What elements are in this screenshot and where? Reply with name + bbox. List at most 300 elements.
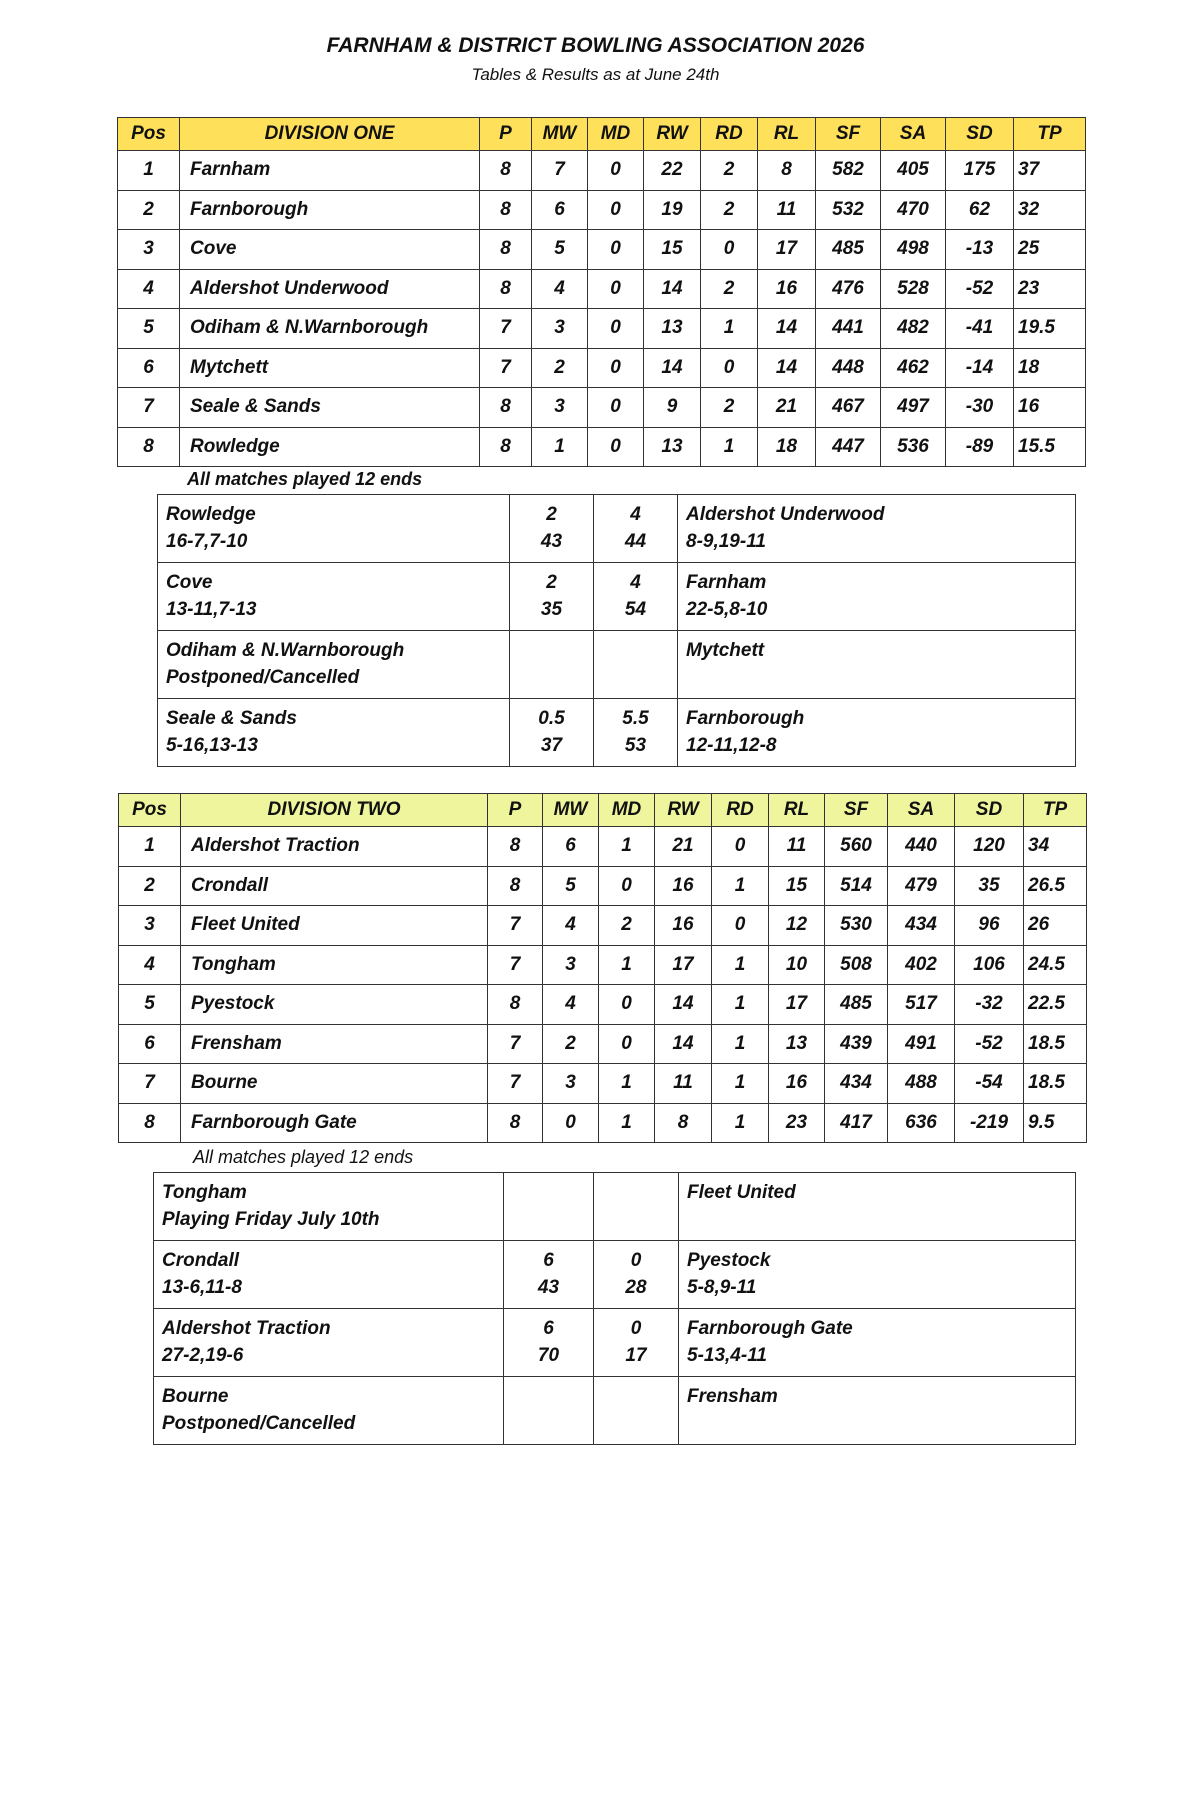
home-rink-scores: 13-11,7-13: [166, 599, 257, 620]
rinks-lost-cell: 12: [769, 906, 825, 946]
position-cell: 1: [119, 827, 181, 867]
division-two-note: All matches played 12 ends: [193, 1147, 414, 1167]
result-row: [158, 699, 1076, 767]
matches-drawn-cell: 0: [588, 348, 644, 388]
matches-won-cell: 1: [532, 427, 588, 467]
team-name-cell: Fleet United: [181, 906, 488, 946]
shots-against-cell: 482: [881, 309, 946, 349]
away-points: 5.5: [622, 708, 649, 729]
total-points-cell: 16: [1014, 388, 1086, 428]
home-points: 2: [546, 572, 557, 593]
home-team-name: Cove: [166, 572, 213, 593]
shots-against-cell: 488: [888, 1064, 955, 1104]
played-cell: 8: [488, 827, 543, 867]
home-team-name: Tongham: [162, 1182, 247, 1203]
shots-for-cell: 485: [825, 985, 888, 1025]
home-shots: 43: [537, 1277, 560, 1298]
rinks-lost-cell: 11: [758, 190, 816, 230]
col-header: P: [480, 118, 532, 151]
rinks-drawn-cell: 1: [701, 427, 758, 467]
matches-won-cell: 3: [543, 945, 599, 985]
shot-difference-cell: 96: [955, 906, 1024, 946]
home-score-cell: [504, 1377, 594, 1445]
rinks-drawn-cell: 1: [712, 1024, 769, 1064]
rinks-lost-cell: 14: [758, 309, 816, 349]
away-shots: [594, 1206, 678, 1233]
position-cell: 3: [118, 230, 180, 270]
shot-difference-cell: -89: [946, 427, 1014, 467]
position-cell: 5: [118, 309, 180, 349]
position-cell: 1: [118, 151, 180, 191]
position-cell: 6: [119, 1024, 181, 1064]
team-name-cell: Mytchett: [180, 348, 480, 388]
matches-won-cell: 3: [532, 388, 588, 428]
rinks-lost-cell: 10: [769, 945, 825, 985]
total-points-cell: 19.5: [1014, 309, 1086, 349]
away-points: [594, 1383, 678, 1410]
total-points-cell: 18.5: [1024, 1064, 1087, 1104]
team-name-cell: Cove: [180, 230, 480, 270]
away-score-cell: [594, 1309, 679, 1377]
home-points: [504, 1383, 593, 1410]
col-header: DIVISION TWO: [181, 794, 488, 827]
rinks-lost-cell: 11: [769, 827, 825, 867]
matches-drawn-cell: 1: [599, 827, 655, 867]
shot-difference-cell: -14: [946, 348, 1014, 388]
away-team-name: Farnborough Gate: [687, 1318, 853, 1339]
col-header: SD: [946, 118, 1014, 151]
away-team-cell: [679, 1241, 1076, 1309]
matches-won-cell: 4: [543, 985, 599, 1025]
away-score-cell: [594, 1173, 679, 1241]
matches-drawn-cell: 0: [588, 230, 644, 270]
result-row: [154, 1377, 1076, 1445]
away-team-cell: [678, 495, 1076, 563]
home-team-name: Odiham & N.Warnborough: [166, 640, 405, 661]
home-team-cell: [158, 495, 510, 563]
home-rink-scores: 16-7,7-10: [166, 531, 248, 552]
team-name-cell: Pyestock: [181, 985, 488, 1025]
col-header: TP: [1024, 794, 1087, 827]
shots-for-cell: 476: [816, 269, 881, 309]
home-points: 2: [546, 504, 557, 525]
played-cell: 8: [488, 985, 543, 1025]
rinks-drawn-cell: 2: [701, 151, 758, 191]
shots-for-cell: 447: [816, 427, 881, 467]
matches-drawn-cell: 0: [599, 866, 655, 906]
division-one-results: [157, 494, 1076, 767]
home-points: 6: [543, 1250, 554, 1271]
shots-against-cell: 405: [881, 151, 946, 191]
division-two-results: [153, 1172, 1076, 1445]
position-cell: 7: [118, 388, 180, 428]
played-cell: 7: [480, 309, 532, 349]
home-team-name: Bourne: [162, 1386, 229, 1407]
table-row: [118, 348, 1086, 388]
total-points-cell: 37: [1014, 151, 1086, 191]
away-rink-scores: 8-9,19-11: [686, 531, 766, 552]
rinks-won-cell: 9: [644, 388, 701, 428]
matches-drawn-cell: 0: [588, 151, 644, 191]
matches-drawn-cell: 0: [588, 309, 644, 349]
home-shots: 43: [540, 531, 563, 552]
played-cell: 8: [488, 1103, 543, 1143]
away-team-cell: [678, 631, 1076, 699]
rinks-drawn-cell: 0: [701, 348, 758, 388]
away-points: 0: [630, 1318, 642, 1339]
away-rink-scores: 5-13,4-11: [687, 1345, 767, 1366]
rinks-won-cell: 19: [644, 190, 701, 230]
home-score-cell: [510, 699, 594, 767]
rinks-won-cell: 13: [644, 427, 701, 467]
played-cell: 8: [480, 427, 532, 467]
away-team-cell: [679, 1309, 1076, 1377]
home-team-cell: [154, 1309, 504, 1377]
home-shots: 70: [537, 1345, 560, 1366]
col-header: SF: [816, 118, 881, 151]
home-team-name: Rowledge: [166, 504, 256, 525]
table-row: [119, 1064, 1087, 1104]
played-cell: 8: [480, 230, 532, 270]
shots-against-cell: 470: [881, 190, 946, 230]
away-team-name: Farnborough: [686, 708, 805, 729]
rinks-won-cell: 14: [655, 985, 712, 1025]
col-header: RD: [701, 118, 758, 151]
matches-won-cell: 2: [543, 1024, 599, 1064]
shots-against-cell: 536: [881, 427, 946, 467]
rinks-drawn-cell: 1: [712, 1103, 769, 1143]
shot-difference-cell: -13: [946, 230, 1014, 270]
shots-for-cell: 439: [825, 1024, 888, 1064]
table-row: [118, 309, 1086, 349]
matches-drawn-cell: 0: [588, 190, 644, 230]
played-cell: 8: [480, 190, 532, 230]
rinks-drawn-cell: 1: [712, 945, 769, 985]
position-cell: 6: [118, 348, 180, 388]
home-rink-scores: 5-16,13-13: [166, 735, 258, 756]
rinks-drawn-cell: 2: [701, 388, 758, 428]
col-header: TP: [1014, 118, 1086, 151]
table-row: [118, 269, 1086, 309]
played-cell: 7: [480, 348, 532, 388]
away-team-name: Mytchett: [686, 640, 765, 661]
rinks-drawn-cell: 2: [701, 190, 758, 230]
away-points: 4: [630, 504, 641, 525]
home-team-cell: [158, 699, 510, 767]
rinks-drawn-cell: 1: [712, 985, 769, 1025]
col-header: MD: [588, 118, 644, 151]
home-team-cell: [154, 1377, 504, 1445]
shots-against-cell: 498: [881, 230, 946, 270]
played-cell: 8: [480, 388, 532, 428]
shots-for-cell: 417: [825, 1103, 888, 1143]
shots-against-cell: 402: [888, 945, 955, 985]
total-points-cell: 23: [1014, 269, 1086, 309]
shot-difference-cell: 120: [955, 827, 1024, 867]
away-rink-scores: [687, 1206, 1067, 1233]
rinks-won-cell: 13: [644, 309, 701, 349]
home-points: 0.5: [538, 708, 565, 729]
shots-for-cell: 467: [816, 388, 881, 428]
rinks-won-cell: 14: [644, 348, 701, 388]
result-row: [158, 563, 1076, 631]
total-points-cell: 32: [1014, 190, 1086, 230]
result-row: [154, 1173, 1076, 1241]
rinks-drawn-cell: 0: [701, 230, 758, 270]
matches-drawn-cell: 1: [599, 945, 655, 985]
position-cell: 2: [119, 866, 181, 906]
col-header: SA: [881, 118, 946, 151]
played-cell: 7: [488, 1064, 543, 1104]
away-shots: 28: [625, 1277, 647, 1298]
total-points-cell: 9.5: [1024, 1103, 1087, 1143]
matches-won-cell: 7: [532, 151, 588, 191]
shots-against-cell: 497: [881, 388, 946, 428]
away-shots: 53: [624, 735, 647, 756]
played-cell: 8: [488, 866, 543, 906]
division-one-results-body: [158, 495, 1076, 767]
col-header: Pos: [119, 794, 181, 827]
away-team-cell: [678, 699, 1076, 767]
away-team-name: Pyestock: [687, 1250, 771, 1271]
division-one-body: [118, 151, 1086, 467]
home-points: 6: [543, 1318, 554, 1339]
total-points-cell: 18: [1014, 348, 1086, 388]
matches-drawn-cell: 2: [599, 906, 655, 946]
total-points-cell: 26: [1024, 906, 1087, 946]
shot-difference-cell: 175: [946, 151, 1014, 191]
home-score-cell: [504, 1173, 594, 1241]
away-rink-scores: [687, 1410, 1067, 1437]
away-rink-scores: 5-8,9-11: [687, 1277, 757, 1298]
team-name-cell: Seale & Sands: [180, 388, 480, 428]
page-title: FARNHAM & DISTRICT BOWLING ASSOCIATION 2026: [326, 34, 865, 57]
shots-for-cell: 508: [825, 945, 888, 985]
home-score-cell: [504, 1309, 594, 1377]
rinks-drawn-cell: 0: [712, 827, 769, 867]
position-cell: 5: [119, 985, 181, 1025]
position-cell: 8: [119, 1103, 181, 1143]
shot-difference-cell: -52: [946, 269, 1014, 309]
matches-won-cell: 2: [532, 348, 588, 388]
home-rink-scores: Postponed/Cancelled: [162, 1413, 356, 1434]
home-shots: 35: [540, 599, 563, 620]
home-team-name: Aldershot Traction: [162, 1318, 331, 1339]
matches-drawn-cell: 0: [599, 1024, 655, 1064]
shots-for-cell: 582: [816, 151, 881, 191]
home-score-cell: [510, 563, 594, 631]
team-name-cell: Rowledge: [180, 427, 480, 467]
away-score-cell: [594, 699, 678, 767]
away-shots: 44: [624, 531, 647, 552]
division-one-table: [117, 117, 1086, 467]
table-row: [119, 866, 1087, 906]
home-team-cell: [154, 1241, 504, 1309]
shots-for-cell: 485: [816, 230, 881, 270]
rinks-drawn-cell: 2: [701, 269, 758, 309]
played-cell: 7: [488, 945, 543, 985]
shot-difference-cell: -54: [955, 1064, 1024, 1104]
team-name-cell: Aldershot Underwood: [180, 269, 480, 309]
header-row: [119, 794, 1087, 827]
result-row: [158, 495, 1076, 563]
shots-for-cell: 434: [825, 1064, 888, 1104]
matches-won-cell: 4: [532, 269, 588, 309]
division-two-body: [119, 827, 1087, 1143]
total-points-cell: 34: [1024, 827, 1087, 867]
shot-difference-cell: 62: [946, 190, 1014, 230]
rinks-won-cell: 11: [655, 1064, 712, 1104]
table-row: [119, 827, 1087, 867]
team-name-cell: Farnborough Gate: [181, 1103, 488, 1143]
position-cell: 7: [119, 1064, 181, 1104]
home-team-name: Crondall: [162, 1250, 240, 1271]
rinks-lost-cell: 17: [769, 985, 825, 1025]
away-team-name: Frensham: [687, 1386, 778, 1407]
shots-for-cell: 530: [825, 906, 888, 946]
away-team-cell: [678, 563, 1076, 631]
shots-against-cell: 528: [881, 269, 946, 309]
matches-drawn-cell: 0: [599, 985, 655, 1025]
home-score-cell: [510, 631, 594, 699]
shots-against-cell: 440: [888, 827, 955, 867]
rinks-lost-cell: 17: [758, 230, 816, 270]
rinks-won-cell: 16: [655, 866, 712, 906]
team-name-cell: Aldershot Traction: [181, 827, 488, 867]
total-points-cell: 26.5: [1024, 866, 1087, 906]
shot-difference-cell: -32: [955, 985, 1024, 1025]
played-cell: 8: [480, 151, 532, 191]
col-header: RW: [644, 118, 701, 151]
played-cell: 7: [488, 906, 543, 946]
team-name-cell: Odiham & N.Warnborough: [180, 309, 480, 349]
away-score-cell: [594, 495, 678, 563]
rinks-drawn-cell: 1: [701, 309, 758, 349]
table-row: [118, 190, 1086, 230]
col-header: RD: [712, 794, 769, 827]
shot-difference-cell: -41: [946, 309, 1014, 349]
table-row: [119, 1103, 1087, 1143]
rinks-drawn-cell: 1: [712, 1064, 769, 1104]
rinks-won-cell: 16: [655, 906, 712, 946]
home-points: [504, 1179, 593, 1206]
rinks-won-cell: 8: [655, 1103, 712, 1143]
home-rink-scores: Postponed/Cancelled: [166, 667, 360, 688]
shots-against-cell: 517: [888, 985, 955, 1025]
table-row: [118, 151, 1086, 191]
table-row: [118, 388, 1086, 428]
col-header: SA: [888, 794, 955, 827]
shots-for-cell: 448: [816, 348, 881, 388]
away-team-name: Aldershot Underwood: [686, 504, 885, 525]
matches-won-cell: 5: [543, 866, 599, 906]
shot-difference-cell: 35: [955, 866, 1024, 906]
result-row: [158, 631, 1076, 699]
table-row: [119, 1024, 1087, 1064]
away-points: 0: [630, 1250, 642, 1271]
away-team-name: Farnham: [686, 572, 767, 593]
rinks-lost-cell: 23: [769, 1103, 825, 1143]
home-rink-scores: Playing Friday July 10th: [162, 1209, 380, 1230]
shot-difference-cell: -30: [946, 388, 1014, 428]
position-cell: 8: [118, 427, 180, 467]
rinks-drawn-cell: 0: [712, 906, 769, 946]
shots-for-cell: 560: [825, 827, 888, 867]
total-points-cell: 22.5: [1024, 985, 1087, 1025]
played-cell: 7: [488, 1024, 543, 1064]
away-shots: [594, 1410, 678, 1437]
col-header: RW: [655, 794, 712, 827]
division-two-results-body: [154, 1173, 1076, 1445]
home-points: [510, 637, 593, 664]
matches-drawn-cell: 0: [588, 427, 644, 467]
matches-won-cell: 6: [543, 827, 599, 867]
away-team-cell: [679, 1377, 1076, 1445]
played-cell: 8: [480, 269, 532, 309]
table-row: [118, 230, 1086, 270]
result-row: [154, 1241, 1076, 1309]
away-rink-scores: [686, 664, 1067, 691]
shots-against-cell: 491: [888, 1024, 955, 1064]
col-header: RL: [758, 118, 816, 151]
division-one-note: All matches played 12 ends: [187, 469, 423, 489]
rinks-drawn-cell: 1: [712, 866, 769, 906]
table-row: [119, 985, 1087, 1025]
team-name-cell: Tongham: [181, 945, 488, 985]
result-row: [154, 1309, 1076, 1377]
table-row: [119, 945, 1087, 985]
home-team-cell: [154, 1173, 504, 1241]
total-points-cell: 25: [1014, 230, 1086, 270]
rinks-won-cell: 17: [655, 945, 712, 985]
rinks-won-cell: 21: [655, 827, 712, 867]
rinks-lost-cell: 16: [758, 269, 816, 309]
home-rink-scores: 13-6,11-8: [162, 1277, 242, 1298]
matches-won-cell: 3: [543, 1064, 599, 1104]
shots-for-cell: 532: [816, 190, 881, 230]
rinks-lost-cell: 15: [769, 866, 825, 906]
team-name-cell: Bourne: [181, 1064, 488, 1104]
away-shots: [594, 664, 677, 691]
home-team-name: Seale & Sands: [166, 708, 297, 729]
header-row: [118, 118, 1086, 151]
shot-difference-cell: -52: [955, 1024, 1024, 1064]
away-score-cell: [594, 631, 678, 699]
team-name-cell: Frensham: [181, 1024, 488, 1064]
shot-difference-cell: -219: [955, 1103, 1024, 1143]
position-cell: 4: [119, 945, 181, 985]
total-points-cell: 24.5: [1024, 945, 1087, 985]
rinks-lost-cell: 16: [769, 1064, 825, 1104]
home-score-cell: [510, 495, 594, 563]
rinks-lost-cell: 21: [758, 388, 816, 428]
home-shots: 37: [540, 735, 563, 756]
home-team-cell: [158, 563, 510, 631]
rinks-lost-cell: 14: [758, 348, 816, 388]
matches-won-cell: 4: [543, 906, 599, 946]
away-points: 4: [630, 572, 641, 593]
position-cell: 4: [118, 269, 180, 309]
matches-drawn-cell: 0: [588, 388, 644, 428]
home-rink-scores: 27-2,19-6: [162, 1345, 244, 1366]
rinks-lost-cell: 13: [769, 1024, 825, 1064]
home-score-cell: [504, 1241, 594, 1309]
team-name-cell: Farnborough: [180, 190, 480, 230]
col-header: P: [488, 794, 543, 827]
col-header: MW: [543, 794, 599, 827]
col-header: MW: [532, 118, 588, 151]
total-points-cell: 15.5: [1014, 427, 1086, 467]
